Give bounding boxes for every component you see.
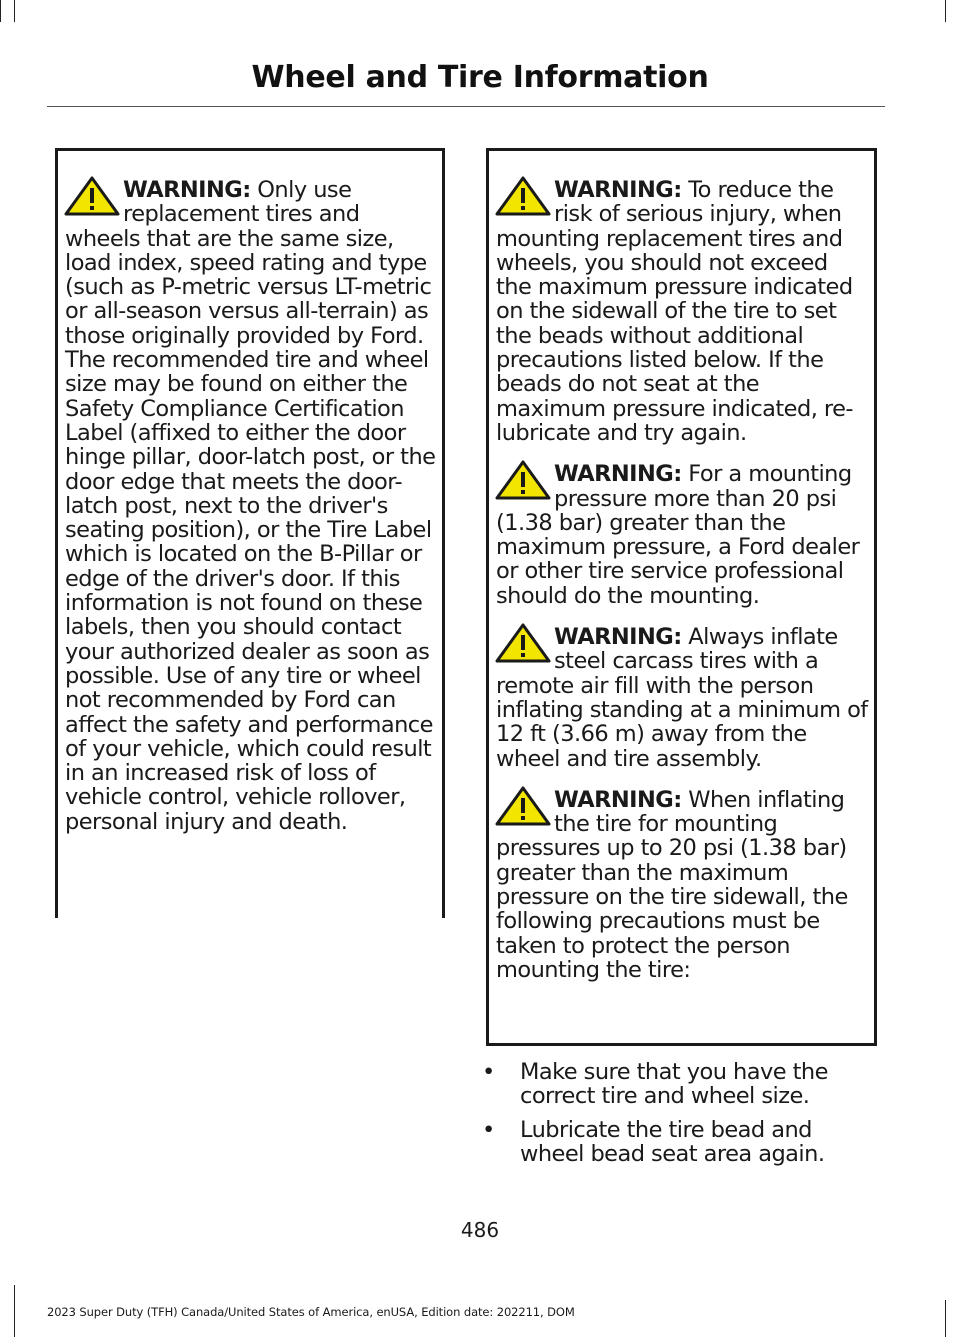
page-number: 486 [460,1218,500,1242]
bullet-text: Lubricate the tire bead and wheel bead seat area again. [520,1116,825,1167]
crop-mark-bottom-right [945,1300,946,1337]
warning-label: WARNING: [554,177,682,203]
warning-label: WARNING: [554,461,682,488]
list-item [480,1060,875,1109]
warning-label: WARNING: [123,177,251,203]
crop-mark-top-right [945,0,946,22]
bullet-list [480,1060,875,1175]
warning-box-right [486,148,877,1046]
warning-text: When inflating the tire for mounting pressures up to 20 psi (1.38 bar) greater than the maximum pressure on the tire sidewall, the following precautions must be taken to protect the person mounting the tire: [496,786,848,983]
warning-triangle-icon [494,175,552,217]
warning-triangle-icon [63,175,121,217]
warning-label: WARNING: [554,624,682,651]
warning-text: Always inflate steel carcass tires with a remote air fill with the person inflating standing at a minimum of 12 ft (3.66 m) away from the wheel and tire assembly. [496,624,868,772]
warning-triangle-icon [494,785,552,827]
warning-paragraph [496,788,868,982]
warning-paragraph [496,462,868,608]
warning-text: For a mounting pressure more than 20 psi (1.38 bar) greater than the maximum pressure, a Ford dealer or other tire service professional should do the mounting. [496,461,860,609]
bullet-mark: • [482,1116,495,1143]
warning-text: To reduce the risk of serious injury, when mounting replacement tires and wheels, you should not exceed the maximum pressure indicated on the sidewall of the tire to set the beads without additional precautions listed below. If the beads do not seat at the maximum pressure indicated, re-lubricate and try again. [496,177,853,446]
warning-paragraph [496,625,868,771]
crop-mark-top-left [0,0,1,22]
crop-mark-top-left [14,0,15,22]
list-item [480,1118,875,1167]
page-title: Wheel and Tire Information [251,60,709,95]
bullet-text: Make sure that you have the correct tire and wheel size. [520,1059,828,1110]
header-divider [47,106,885,107]
footer-edition-info: 2023 Super Duty (TFH) Canada/United States of America, enUSA, Edition date: 202211, DOM [47,1305,575,1319]
warning-label: WARNING: [554,786,682,813]
warning-text: Only use replacement tires and wheels that are the same size, load index, speed rating and type (such as P-metric versus LT-metric or all-season versus all-terrain) as those originally provided by Ford. The recommended tire and wheel size may be found on either the Safety Compliance Certification Label (affixed to either the door hinge pillar, door-latch post, or the door edge that meets the door-latch post, next to the driver's seating position), or the Tire Label which is located on the B-Pillar or edge of the driver's door. If this information is not found on these labels, then you should contact your authorized dealer as soon as possible. Use of any tire or wheel not recommended by Ford can affect the safety and performance of your vehicle, which could result in an increased risk of loss of vehicle control, vehicle rollover, personal injury and death. [65,177,436,835]
warning-box-left [55,148,445,918]
warning-triangle-icon [494,459,552,501]
crop-mark-bottom-left [14,1285,15,1337]
warning-triangle-icon [494,622,552,664]
warning-paragraph [496,178,868,445]
warning-paragraph [65,178,436,834]
bullet-mark: • [482,1059,495,1085]
